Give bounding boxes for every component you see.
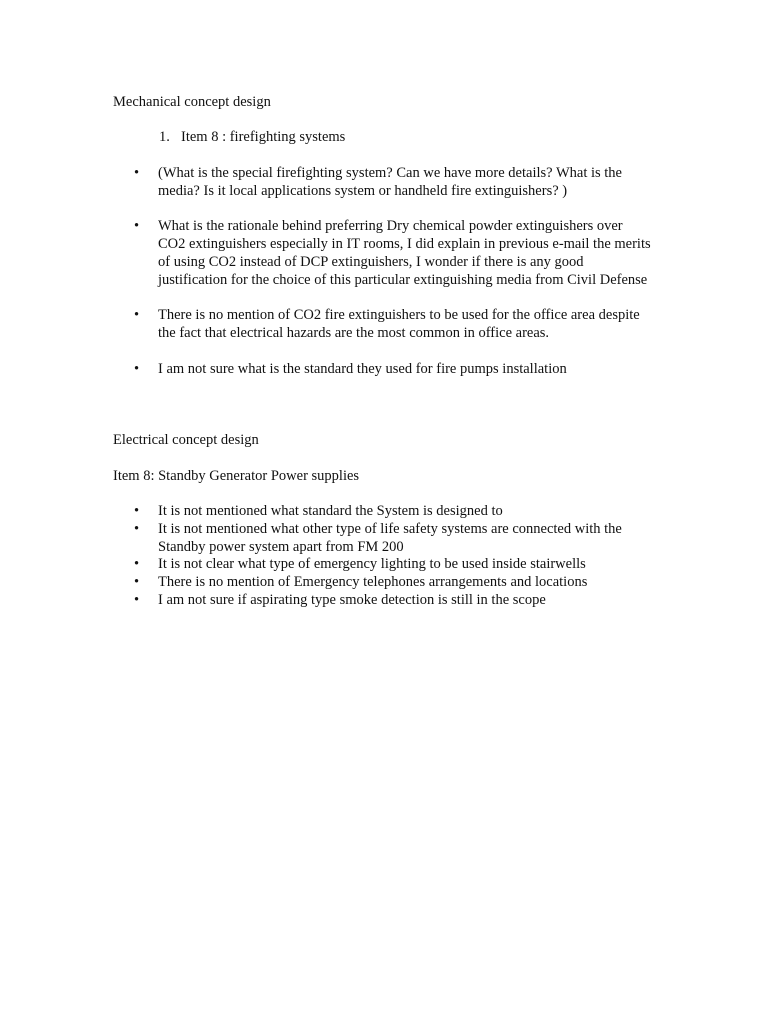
bullet-icon: • — [134, 165, 140, 181]
list-item — [131, 521, 651, 557]
bullet-icon: • — [134, 574, 140, 591]
bullet-icon: • — [134, 218, 140, 235]
bullet-icon: • — [134, 503, 140, 519]
list-item-text: I am not sure if aspirating type smoke detection is still in the scope — [158, 591, 546, 608]
list-item-text: There is no mention of Emergency telephones arrangements and locations — [158, 574, 588, 591]
list-item — [131, 361, 651, 379]
list-item-text: It is not mentioned what other type of life safety systems are connected with the Standby power system apart from FM 200 — [158, 520, 622, 555]
bullet-icon: • — [134, 556, 140, 573]
mechanical-heading: Mechanical concept design — [113, 94, 271, 110]
list-item-text: I am not sure what is the standard they used for fire pumps installation — [158, 360, 567, 377]
bullet-icon: • — [134, 520, 140, 537]
electrical-subheading: Item 8: Standby Generator Power supplies — [113, 468, 360, 484]
mechanical-bullet-list — [131, 165, 651, 396]
list-item-text: It is not clear what type of emergency lighting to be used inside stairwells — [158, 556, 586, 573]
electrical-heading: Electrical concept design — [113, 432, 259, 448]
list-item — [131, 165, 651, 201]
bullet-icon: • — [134, 307, 140, 324]
numbered-item — [159, 129, 345, 147]
list-item — [131, 592, 651, 610]
electrical-bullet-list — [131, 503, 651, 610]
list-item — [131, 574, 651, 592]
list-item-text: There is no mention of CO2 fire extinguishers to be used for the office area despite the fact that electrical hazards are the most common in office areas. — [158, 307, 640, 342]
numbered-item-text: Item 8 : firefighting systems — [181, 129, 346, 145]
list-item-text: What is the rationale behind preferring Dry chemical powder extinguishers over CO2 extinguishers especially in IT rooms, I did explain in previous e-mail the merits of using CO2 instead of DCP extinguishers, I wonder if there is any good justification for the choice of this particular extinguishing media from Civil Defense — [158, 218, 651, 288]
list-item — [131, 218, 651, 289]
numbered-item-number: 1. — [159, 129, 170, 145]
bullet-icon: • — [134, 360, 140, 377]
list-item-text: (What is the special firefighting system? Can we have more details? What is the media? Is it local applications system or handheld fire extinguishers? ) — [158, 165, 622, 199]
list-item — [131, 503, 651, 521]
bullet-icon: • — [134, 591, 140, 608]
list-item — [131, 307, 651, 343]
list-item — [131, 556, 651, 574]
list-item-text: It is not mentioned what standard the System is designed to — [158, 503, 503, 519]
